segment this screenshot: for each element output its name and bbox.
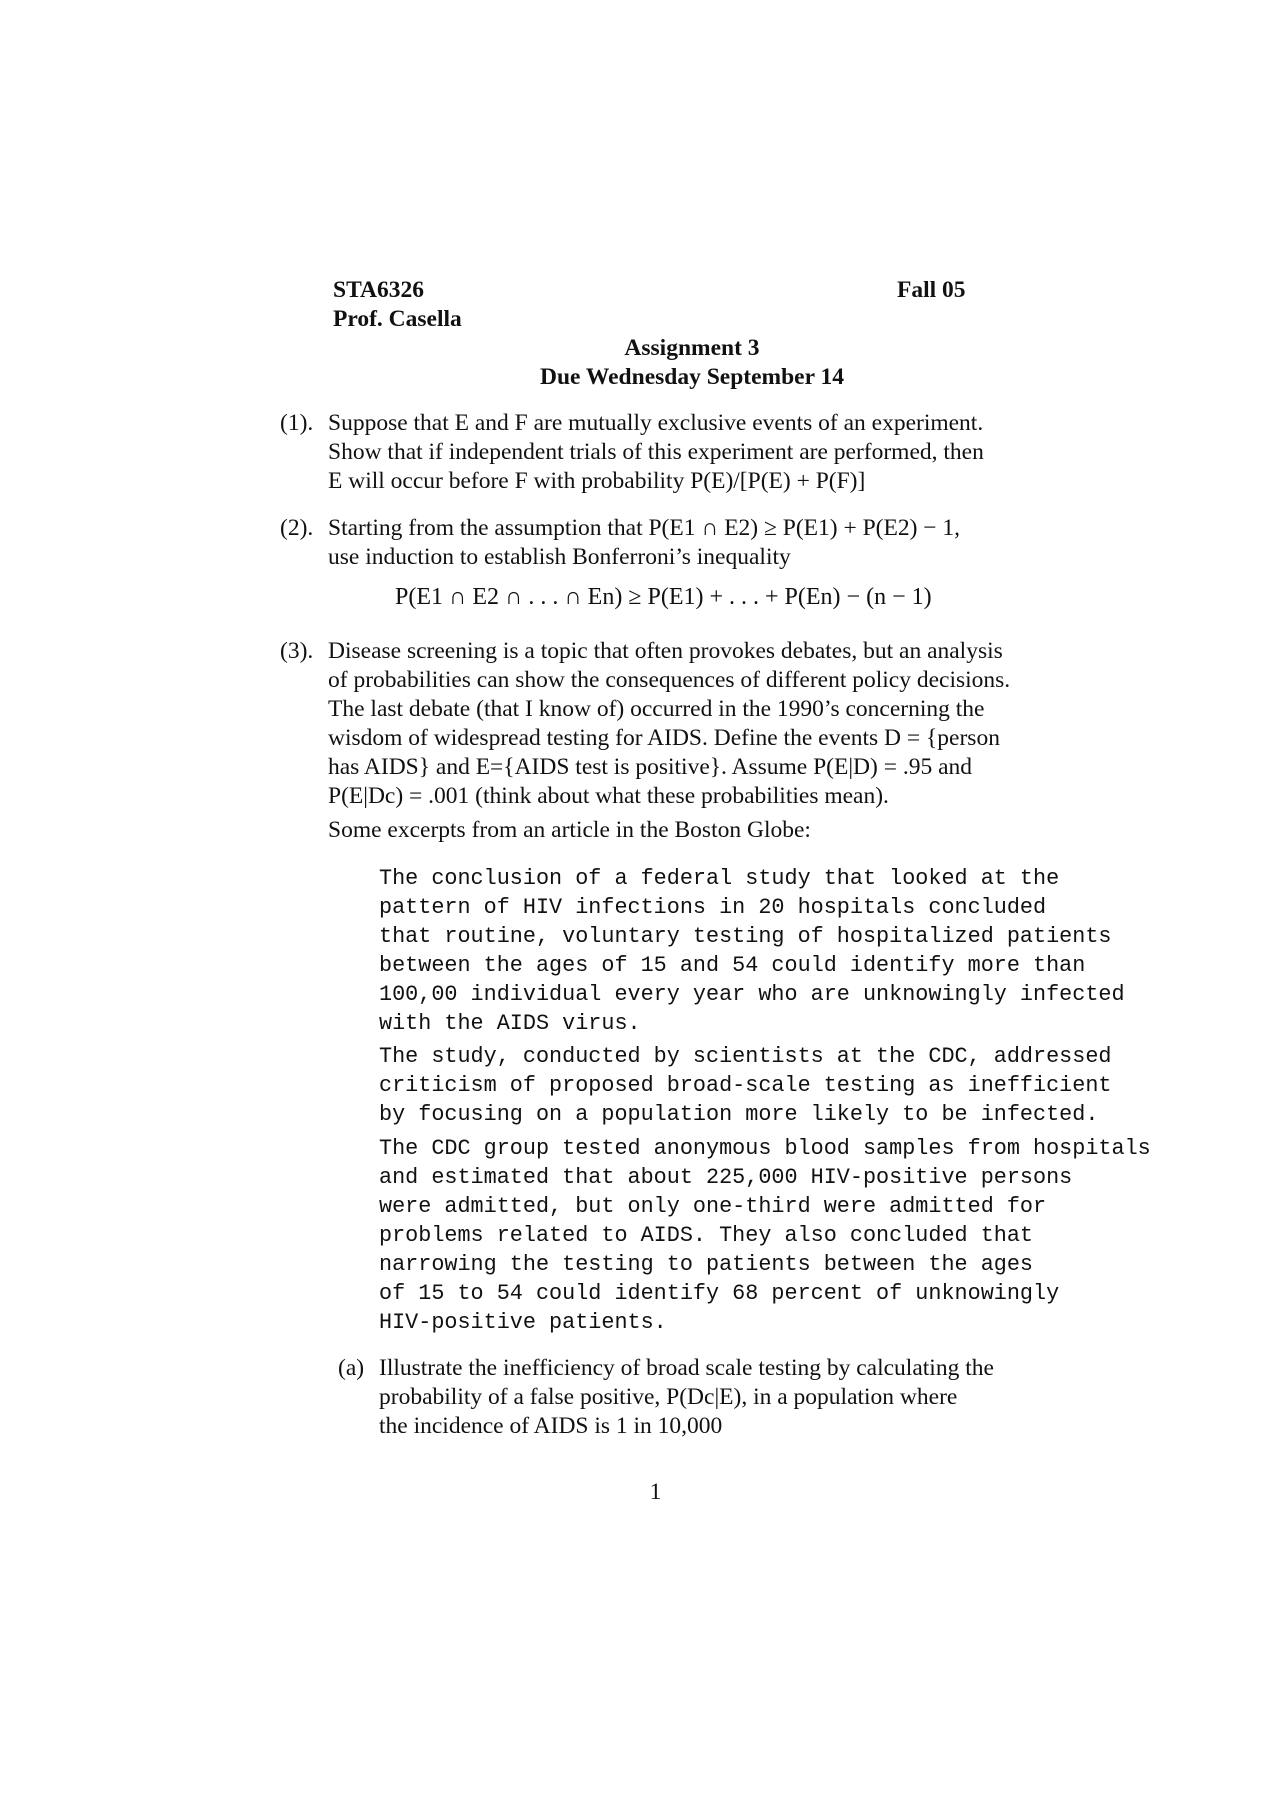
subpart-a-line: the incidence of AIDS is 1 in 10,000 [379, 1413, 723, 1439]
quote-line: pattern of HIV infections in 20 hospitals concluded [379, 895, 1047, 920]
problem-2-line: use induction to establish Bonferroni’s inequality [328, 544, 791, 570]
problem-2-line: Starting from the assumption that P(E1 ∩ E2) ≥ P(E1) + P(E2) − 1, [328, 515, 961, 541]
bonferroni-inequality: P(E1 ∩ E2 ∩ . . . ∩ En) ≥ P(E1) + . . . + P(En) − (n − 1) [395, 584, 932, 610]
quote-line: that routine, voluntary testing of hospitalized patients [379, 924, 1112, 949]
problem-2-number: (2). [280, 515, 314, 541]
problem-3-line: The last debate (that I know of) occurred in the 1990’s concerning the [328, 696, 985, 722]
subpart-a-line: Illustrate the inefficiency of broad scale testing by calculating the [379, 1355, 994, 1381]
quote-line: The conclusion of a federal study that looked at the [379, 866, 1060, 891]
quote-line: criticism of proposed broad-scale testing as inefficient [379, 1073, 1112, 1098]
problem-1-text [328, 409, 984, 496]
quote-line: narrowing the testing to patients between the ages [379, 1252, 1034, 1277]
term: Fall 05 [897, 277, 966, 303]
problem-1-line: E will occur before F with probability P(E)/[P(E) + P(F)] [328, 468, 866, 494]
problem-3-text [328, 637, 1010, 811]
problem-1-number: (1). [280, 410, 314, 436]
assignment-title: Assignment 3 [624, 335, 760, 361]
quote-line: between the ages of 15 and 54 could identify more than [379, 953, 1086, 978]
globe-excerpt-part-1 [379, 864, 1125, 1038]
professor: Prof. Casella [333, 306, 462, 332]
problem-1-line: Suppose that E and F are mutually exclusive events of an experiment. [328, 410, 984, 436]
course-code: STA6326 [333, 277, 424, 303]
globe-excerpt-part-2 [379, 1042, 1112, 1129]
page-number: 1 [649, 1479, 662, 1505]
problem-3-line: wisdom of widespread testing for AIDS. Define the events D = {person [328, 725, 1000, 751]
quote-line: 100,00 individual every year who are unknowingly infected [379, 982, 1125, 1007]
quote-line: HIV-positive patients. [379, 1310, 667, 1335]
globe-excerpt-part-3 [379, 1134, 1151, 1337]
quote-line: were admitted, but only one-third were admitted for [379, 1194, 1047, 1219]
excerpt-intro: Some excerpts from an article in the Boston Globe: [328, 817, 811, 843]
quote-line: of 15 to 54 could identify 68 percent of unknowingly [379, 1281, 1060, 1306]
quote-line: by focusing on a population more likely to be infected. [379, 1102, 1099, 1127]
subpart-a-text [379, 1354, 994, 1441]
quote-line: problems related to AIDS. They also concluded that [379, 1223, 1034, 1248]
quote-line: The CDC group tested anonymous blood samples from hospitals [379, 1136, 1151, 1161]
problem-1-line: Show that if independent trials of this experiment are performed, then [328, 439, 984, 465]
problem-3-line: of probabilities can show the consequences of different policy decisions. [328, 667, 1011, 693]
problem-2-text [328, 514, 960, 572]
problem-3-line: P(E|Dc) = .001 (think about what these probabilities mean). [328, 783, 889, 809]
quote-line: and estimated that about 225,000 HIV-positive persons [379, 1165, 1073, 1190]
subpart-a-line: probability of a false positive, P(Dc|E), in a population where [379, 1384, 958, 1410]
due-date: Due Wednesday September 14 [540, 364, 844, 390]
problem-3-line: has AIDS} and E={AIDS test is positive}. Assume P(E|D) = .95 and [328, 754, 973, 780]
quote-line: The study, conducted by scientists at the CDC, addressed [379, 1044, 1112, 1069]
problem-3-line: Disease screening is a topic that often provokes debates, but an analysis [328, 638, 1003, 664]
subpart-a-label: (a) [338, 1355, 365, 1381]
quote-line: with the AIDS virus. [379, 1011, 641, 1036]
problem-3-number: (3). [280, 638, 314, 664]
